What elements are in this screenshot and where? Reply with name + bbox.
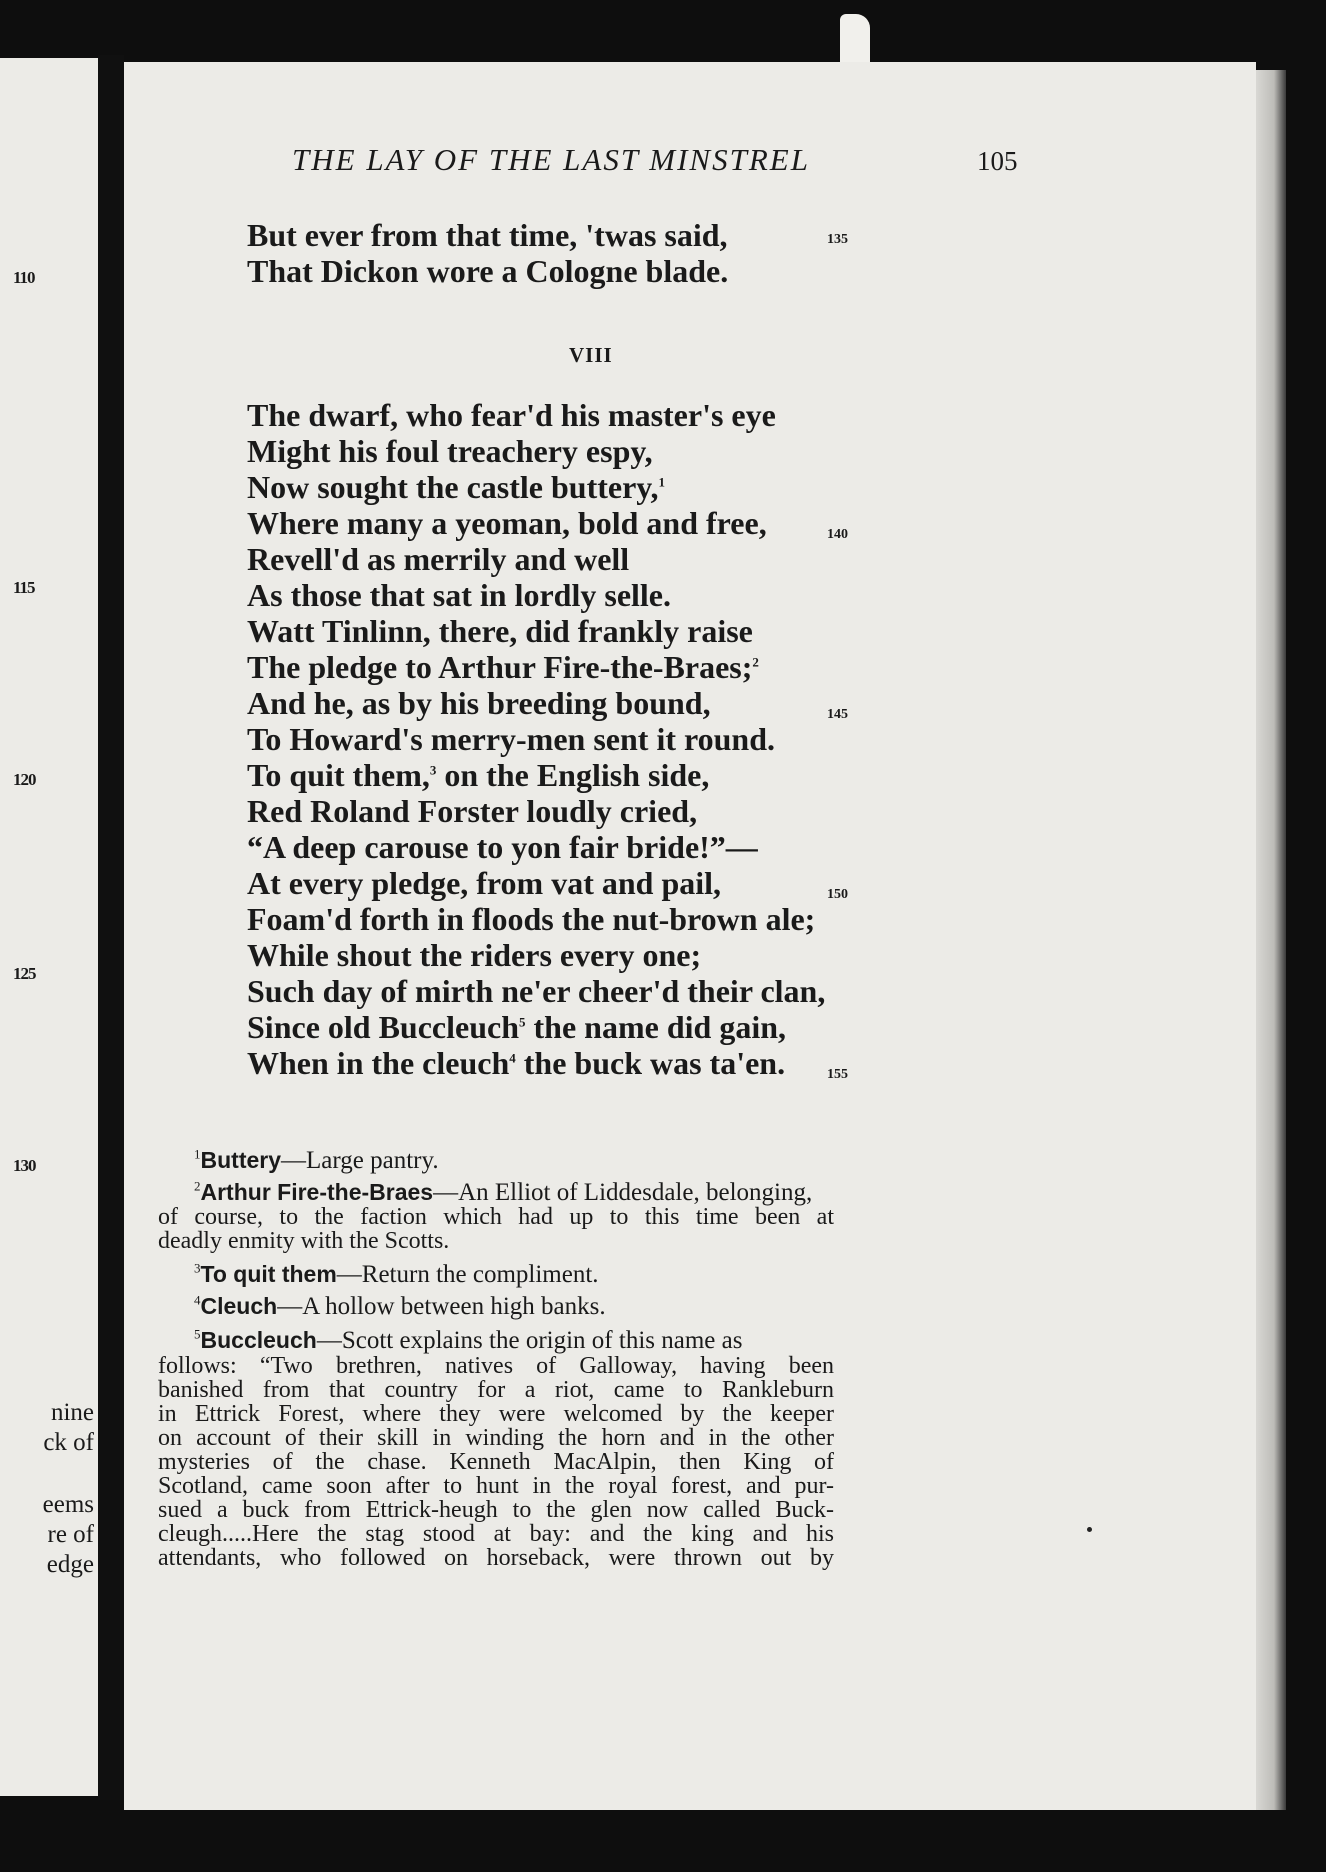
- left-text-fragment: nine: [50, 1399, 94, 1426]
- left-line-number: 115: [13, 578, 35, 597]
- verse-line: And he, as by his breeding bound,: [247, 685, 711, 721]
- verse-line: While shout the riders every one;: [247, 937, 702, 973]
- verse-line: [247, 469, 665, 505]
- verse-line: [247, 1009, 786, 1045]
- line-number: 135: [827, 232, 848, 247]
- verse-line: Foam'd forth in floods the nut-brown ale;: [247, 901, 816, 937]
- left-text-fragment: edge: [46, 1551, 94, 1578]
- verse-line: But ever from that time, 'twas said,: [247, 217, 728, 253]
- line-number: 155: [827, 1067, 848, 1082]
- verse-line: Red Roland Forster loudly cried,: [247, 793, 698, 829]
- footnote-line: mysteries of the chase. Kenneth MacAlpin, then King of: [158, 1449, 834, 1475]
- footnote-line: attendants, who followed on horseback, were thrown out by: [158, 1545, 834, 1571]
- footnote-line: on account of their skill in winding the horn and in the other: [158, 1425, 834, 1451]
- footnote-number: 1: [194, 1146, 201, 1162]
- page-tab-mark: [840, 14, 870, 64]
- left-line-number: 130: [13, 1156, 36, 1175]
- footnote-5: [194, 1328, 742, 1353]
- verse-text: The pledge to Arthur Fire-the-Braes;: [247, 649, 753, 685]
- left-line-number: 110: [13, 268, 35, 287]
- footnote-term: Cleuch: [200, 1293, 278, 1319]
- footnote-1: [194, 1148, 439, 1173]
- footnote-ref: 3: [429, 762, 437, 778]
- footnote-term: Arthur Fire-the-Braes: [200, 1179, 434, 1205]
- line-number: 145: [827, 707, 848, 722]
- book-gutter: [98, 55, 124, 1800]
- scan-speck: [1087, 1527, 1092, 1532]
- footnote-line: cleugh.....Here the stag stood at bay: and the king and his: [158, 1521, 834, 1547]
- left-line-number: 120: [13, 770, 36, 789]
- verse-text: the name did gain,: [533, 1009, 786, 1045]
- footnote-text: —A hollow between high banks.: [277, 1293, 606, 1320]
- right-page: [124, 62, 1256, 1810]
- footnote-line: follows: “Two brethren, natives of Galloway, having been: [158, 1353, 834, 1379]
- left-line-number: 125: [13, 964, 36, 983]
- footnote-3: [194, 1262, 599, 1287]
- verse-line: “A deep carouse to yon fair bride!”—: [247, 829, 758, 865]
- verse-line: To Howard's merry-men sent it round.: [247, 721, 775, 757]
- line-number: 140: [827, 527, 848, 542]
- footnote-number: 5: [194, 1326, 201, 1342]
- verse-line: At every pledge, from vat and pail,: [247, 865, 722, 901]
- footnote-text: —Scott explains the origin of this name as: [316, 1327, 743, 1354]
- footnote-2: [194, 1180, 812, 1205]
- verse-line: That Dickon wore a Cologne blade.: [247, 253, 729, 289]
- verse-line: As those that sat in lordly selle.: [247, 577, 671, 613]
- footnote-number: 3: [194, 1260, 201, 1276]
- verse-text: To quit them,: [247, 757, 430, 793]
- verse-line: [247, 757, 709, 793]
- footnote-ref: 1: [658, 474, 666, 490]
- page-number: 105: [977, 146, 1018, 176]
- footnote-line: banished from that country for a riot, came to Rankleburn: [158, 1377, 834, 1403]
- footnote-line: in Ettrick Forest, where they were welcomed by the keeper: [158, 1401, 834, 1427]
- footnote-text: —Large pantry.: [281, 1147, 439, 1174]
- verse-line: Watt Tinlinn, there, did frankly raise: [247, 613, 753, 649]
- left-facing-page: [0, 58, 98, 1796]
- verse-line: [247, 649, 759, 685]
- footnote-line: Scotland, came soon after to hunt in the royal forest, and pur-: [158, 1473, 834, 1499]
- footnote-number: 2: [194, 1178, 201, 1194]
- verse-line: Revell'd as merrily and well: [247, 541, 630, 577]
- footnote-line: deadly enmity with the Scotts.: [158, 1228, 450, 1254]
- verse-text: Now sought the castle buttery,: [247, 469, 659, 505]
- footnote-text: —An Elliot of Liddesdale, belonging,: [433, 1179, 813, 1206]
- footnote-term: Buttery: [200, 1147, 282, 1173]
- section-number: VIII: [569, 343, 613, 367]
- verse-text: When in the cleuch: [247, 1045, 510, 1081]
- verse-text: Since old Buccleuch: [247, 1009, 520, 1045]
- footnote-ref: 2: [752, 654, 759, 670]
- left-text-fragment: re of: [47, 1521, 94, 1548]
- verse-text: the buck was ta'en.: [523, 1045, 786, 1081]
- verse-line: Might his foul treachery espy,: [247, 433, 653, 469]
- footnote-line: of course, to the faction which had up to this time been at: [158, 1204, 834, 1230]
- footnote-text: —Return the compliment.: [336, 1261, 599, 1288]
- footnote-4: [194, 1294, 606, 1319]
- verse-line: [247, 1045, 785, 1081]
- footnote-ref: 5: [519, 1014, 526, 1030]
- verse-text: on the English side,: [444, 757, 710, 793]
- footnote-number: 4: [194, 1292, 201, 1308]
- verse-line: The dwarf, who fear'd his master's eye: [247, 397, 776, 433]
- verse-line: Such day of mirth ne'er cheer'd their clan,: [247, 973, 826, 1009]
- page-edge: [1256, 70, 1286, 1810]
- left-text-fragment: eems: [42, 1491, 94, 1518]
- footnote-term: To quit them: [200, 1261, 337, 1287]
- running-head: THE LAY OF THE LAST MINSTREL: [292, 142, 810, 177]
- left-text-fragment: ck of: [43, 1429, 94, 1456]
- footnote-ref: 4: [509, 1050, 516, 1066]
- footnote-line: sued a buck from Ettrick-heugh to the glen now called Buck-: [158, 1497, 834, 1523]
- footnote-term: Buccleuch: [200, 1327, 317, 1353]
- line-number: 150: [827, 887, 848, 902]
- verse-line: Where many a yeoman, bold and free,: [247, 505, 767, 541]
